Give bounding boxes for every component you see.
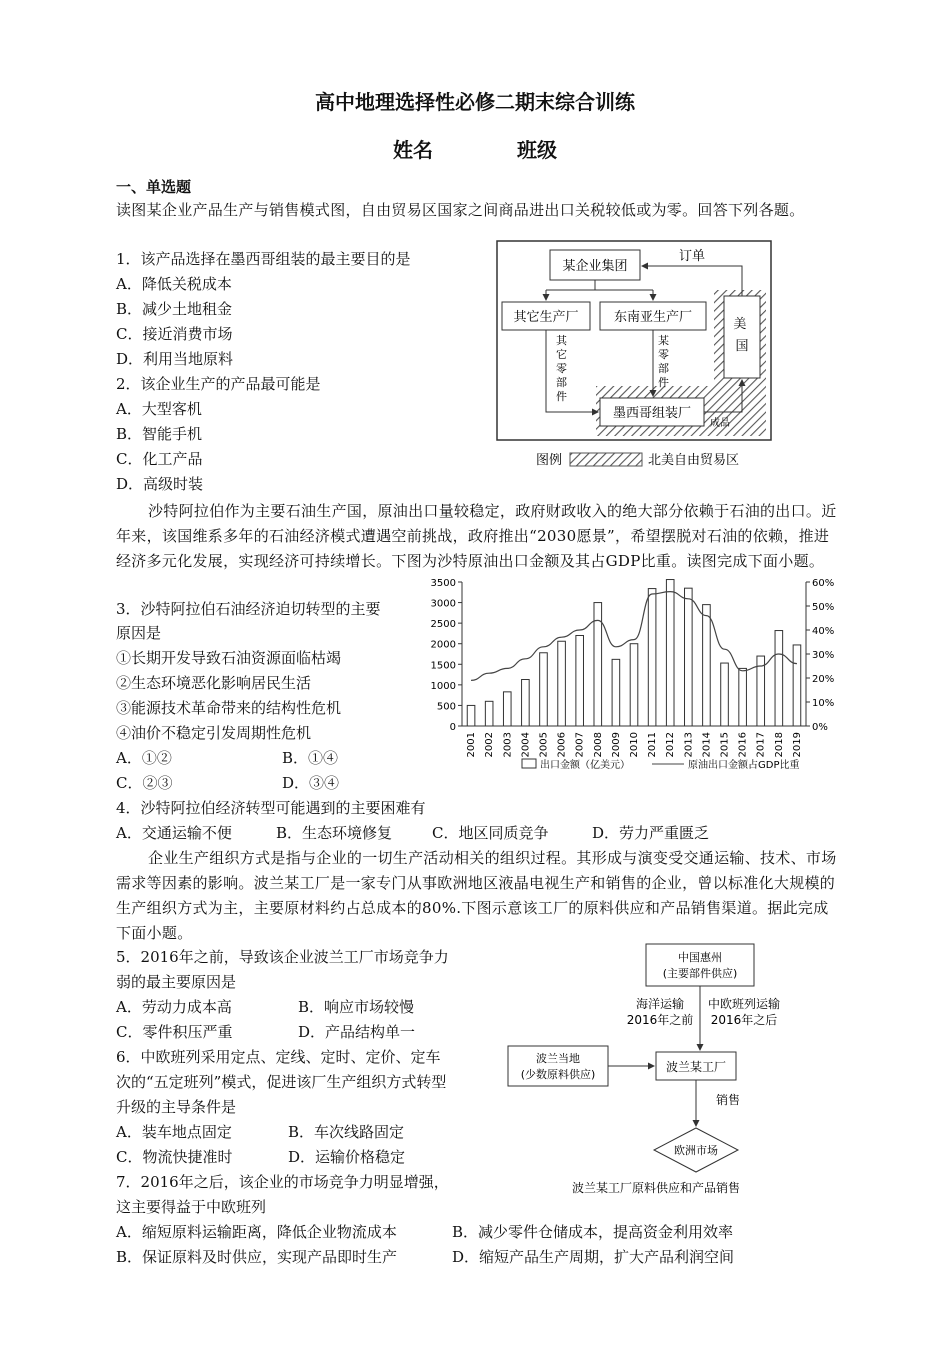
product-label: 成品 (710, 418, 730, 429)
q6-option-c: C．物流快捷准时 (116, 1148, 233, 1166)
svg-text:某: 某 (658, 334, 669, 347)
legend-bar-swatch (522, 759, 536, 768)
x-tick-label: 2011 (647, 732, 659, 758)
y-right-tick-label: 10% (812, 698, 835, 709)
legend-text: 北美自由贸易区 (648, 453, 740, 468)
production-sales-diagram (496, 240, 772, 472)
q7-option-a: A．缩短原料运输距离，降低企业物流成本 (116, 1223, 397, 1241)
q5-stem-line2: 弱的最主要原因是 (116, 973, 237, 991)
china-sub-label: (主要部件供应) (662, 967, 738, 980)
legend-swatch (570, 453, 642, 466)
q3-item-1: ①长期开发导致石油资源面临枯竭 (116, 649, 342, 667)
q2-stem: 2．该企业生产的产品最可能是 (116, 375, 321, 393)
q1-option-c: C．接近消费市场 (116, 325, 233, 343)
svg-text:它: 它 (556, 348, 567, 361)
bar-2009 (612, 659, 620, 726)
q3-item-3: ③能源技术革命带来的结构性危机 (116, 699, 342, 717)
section-heading: 一、单选题 (116, 178, 192, 196)
y-right-tick-label: 30% (812, 650, 835, 661)
svg-text:件: 件 (556, 390, 567, 403)
y-left-tick-label: 0 (449, 722, 456, 733)
q6-stem-line1: 6．中欧班列采用定点、定线、定时、定价、定车 (116, 1048, 441, 1066)
q3-option-a: A．①② (116, 749, 172, 767)
usa-box (724, 296, 760, 378)
x-tick-label: 2008 (592, 732, 604, 758)
svg-text:部: 部 (556, 376, 567, 389)
group-label: 某企业集团 (562, 259, 628, 274)
poland-local-label: 波兰当地 (536, 1052, 580, 1065)
y-left-tick-label: 3000 (430, 598, 456, 610)
q6-option-b: B．车次线路固定 (288, 1123, 405, 1141)
x-tick-label: 2003 (502, 732, 514, 758)
bar-2003 (503, 692, 511, 726)
q3-item-2: ②生态环境恶化影响居民生活 (116, 674, 312, 692)
q3-item-4: ④油价不稳定引发周期性危机 (116, 724, 312, 742)
q2-option-a: A．大型客机 (116, 400, 202, 418)
q5-option-d: D．产品结构单一 (298, 1023, 416, 1041)
x-tick-label: 2007 (574, 732, 586, 758)
mexico-label: 墨西哥组装厂 (612, 406, 692, 421)
x-tick-label: 2009 (610, 732, 622, 758)
svg-text:其: 其 (556, 334, 567, 347)
q5-option-b: B．响应市场较慢 (298, 998, 415, 1016)
bar-2012 (666, 580, 674, 726)
q7-option-b: B．减少零件仓储成本，提高资金利用效率 (452, 1223, 734, 1241)
name-label: 姓名 (393, 138, 434, 162)
diagram3-caption: 波兰某工厂原料供应和产品销售 (571, 1181, 741, 1195)
svg-text:件: 件 (658, 376, 669, 389)
bar-2010 (630, 644, 638, 726)
x-tick-label: 2016 (737, 732, 749, 758)
factory-label: 波兰某工厂 (665, 1060, 727, 1074)
x-tick-label: 2015 (719, 732, 731, 758)
bar-2007 (576, 635, 584, 726)
x-tick-label: 2002 (484, 732, 496, 758)
bar-2005 (540, 653, 548, 726)
q3-option-d: D．③④ (282, 774, 340, 792)
china-label: 中国惠州 (678, 951, 722, 964)
bar-2013 (685, 588, 693, 726)
q6-option-a: A．装车地点固定 (116, 1123, 232, 1141)
legend-line-label: 原油出口金额占GDP比重 (688, 760, 800, 771)
y-right-tick-label: 40% (812, 626, 835, 637)
svg-text:部: 部 (658, 362, 669, 375)
usa-char-2: 国 (735, 339, 749, 354)
bar-2016 (739, 668, 747, 726)
q3-stem-line1: 3．沙特阿拉伯石油经济迫切转型的主要 (116, 600, 381, 618)
x-tick-label: 2006 (556, 732, 568, 758)
order-label: 订单 (678, 249, 706, 264)
rail-transport-sub: 2016年之后 (710, 1013, 778, 1027)
q4-stem: 4．沙特阿拉伯经济转型可能遇到的主要困难有 (116, 799, 426, 817)
q6-option-d: D．运输价格稳定 (288, 1148, 406, 1166)
q1-option-b: B．减少土地租金 (116, 300, 233, 318)
x-tick-label: 2017 (755, 732, 767, 758)
saudi-oil-chart (416, 572, 836, 778)
usa-char-1: 美 (733, 317, 747, 332)
bar-2001 (467, 705, 475, 726)
sales-label: 销售 (716, 1093, 741, 1107)
x-tick-label: 2001 (466, 732, 478, 758)
y-left-tick-label: 3500 (430, 578, 456, 589)
y-left-tick-label: 1000 (430, 680, 456, 692)
y-right-tick-label: 20% (812, 674, 835, 685)
sea-transport-sub: 2016年之前 (626, 1013, 694, 1027)
q7-option-d: D．缩短产品生产周期，扩大产品利润空间 (452, 1248, 735, 1266)
sea-transport-label: 海洋运输 (635, 997, 685, 1011)
x-tick-label: 2010 (629, 732, 640, 758)
market-label: 欧洲市场 (674, 1144, 718, 1157)
y-left-tick-label: 1500 (430, 660, 456, 672)
x-tick-label: 2005 (538, 732, 550, 758)
q6-stem-line3: 升级的主导条件是 (116, 1098, 237, 1116)
name-class-row (0, 134, 950, 163)
x-tick-label: 2013 (683, 732, 695, 758)
q4-option-c: C．地区同质竞争 (432, 824, 549, 842)
passage-poland: 企业生产组织方式是指与企业的一切生产活动相关的组织过程。其形成与演变受交通运输、技术、市场需求等因素的影响。波兰某工厂是一家专门从事欧洲地区液晶电视生产和销售的企业，曾以标准化大规模的生产组织方式为主，主要原材料约占总成本的80%.下图示意该工厂的原料供应和产品销售渠道。据此完成下面小题。 (116, 849, 837, 942)
sea-factory-label: 东南亚生产厂 (613, 310, 693, 325)
q4-option-a: A．交通运输不便 (116, 824, 232, 842)
q1-stem: 1．该产品选择在墨西哥组装的最主要目的是 (116, 250, 411, 268)
q4-option-b: B．生态环境修复 (276, 824, 393, 842)
rail-transport-label: 中欧班列运输 (707, 997, 781, 1011)
y-left-tick-label: 500 (436, 701, 456, 713)
y-left-tick-label: 2000 (430, 639, 456, 651)
q3-option-b: B．①④ (282, 749, 339, 767)
x-tick-label: 2018 (773, 732, 785, 758)
bar-2011 (648, 589, 656, 726)
y-right-tick-label: 50% (812, 602, 835, 613)
q7-option-c: B．保证原料及时供应，实现产品即时生产 (116, 1248, 398, 1266)
legend-bar-label: 出口金额（亿美元） (540, 760, 630, 771)
page-title: 高中地理选择性必修二期末综合训练 (315, 90, 635, 114)
x-tick-label: 2012 (665, 732, 677, 758)
bar-2002 (485, 701, 493, 726)
bar-2018 (775, 631, 783, 726)
q3-stem-line2: 原因是 (116, 624, 162, 642)
legend-label: 图例 (536, 453, 563, 468)
y-right-tick-label: 0% (812, 722, 828, 733)
poland-local-sub: (少数原料供应) (520, 1068, 596, 1081)
other-parts-label (556, 334, 568, 403)
class-label: 班级 (516, 138, 557, 162)
q3-option-c: C．②③ (116, 774, 173, 792)
other-factory-label: 其它生产厂 (513, 310, 579, 325)
q1-option-a: A．降低关税成本 (116, 275, 232, 293)
y-right-tick-label: 60% (812, 578, 835, 589)
intro-text: 读图某企业产品生产与销售模式图，自由贸易区国家之间商品进出口关税较低或为零。回答下列各题。 (116, 201, 805, 219)
x-tick-label: 2014 (701, 732, 713, 758)
q5-option-a: A．劳动力成本高 (116, 998, 232, 1016)
poland-factory-diagram (500, 940, 830, 1202)
passage-saudi: 沙特阿拉伯作为主要石油生产国，原油出口量较稳定，政府财政收入的绝大部分依赖于石油的出口。近年来，该国维系多年的石油经济模式遭遇空前挑战，政府推出“2030愿景”，希望摆脱对石油的依赖，推进经济多元化发展，实现经济可持续增长。下图为沙特原油出口金额及其占GDP比重。读图完成下面小题。 (116, 502, 837, 570)
svg-text:零: 零 (658, 348, 669, 361)
bar-2015 (721, 663, 729, 726)
x-tick-label: 2004 (520, 732, 532, 758)
bar-2006 (558, 641, 566, 726)
bar-2019 (793, 645, 801, 726)
q2-option-c: C．化工产品 (116, 450, 203, 468)
svg-text:零: 零 (556, 362, 567, 375)
q2-option-b: B．智能手机 (116, 425, 203, 443)
y-left-tick-label: 2500 (430, 619, 456, 631)
q5-stem-line1: 5．2016年之前，导致该企业波兰工厂市场竞争力 (116, 948, 449, 966)
q5-option-c: C．零件积压严重 (116, 1023, 233, 1041)
q7-stem-line2: 这主要得益于中欧班列 (116, 1198, 267, 1216)
bar-2014 (703, 605, 711, 726)
q7-stem-line1: 7．2016年之后，该企业的市场竞争力明显增强， (116, 1173, 449, 1191)
q1-option-d: D．利用当地原料 (116, 350, 234, 368)
x-tick-label: 2019 (791, 732, 803, 758)
q4-option-d: D．劳力严重匮乏 (592, 824, 710, 842)
q2-option-d: D．高级时装 (116, 475, 204, 493)
q6-stem-line2: 次的“五定班列”模式，促进该厂生产组织方式转型 (116, 1073, 447, 1091)
bar-2004 (522, 680, 530, 726)
